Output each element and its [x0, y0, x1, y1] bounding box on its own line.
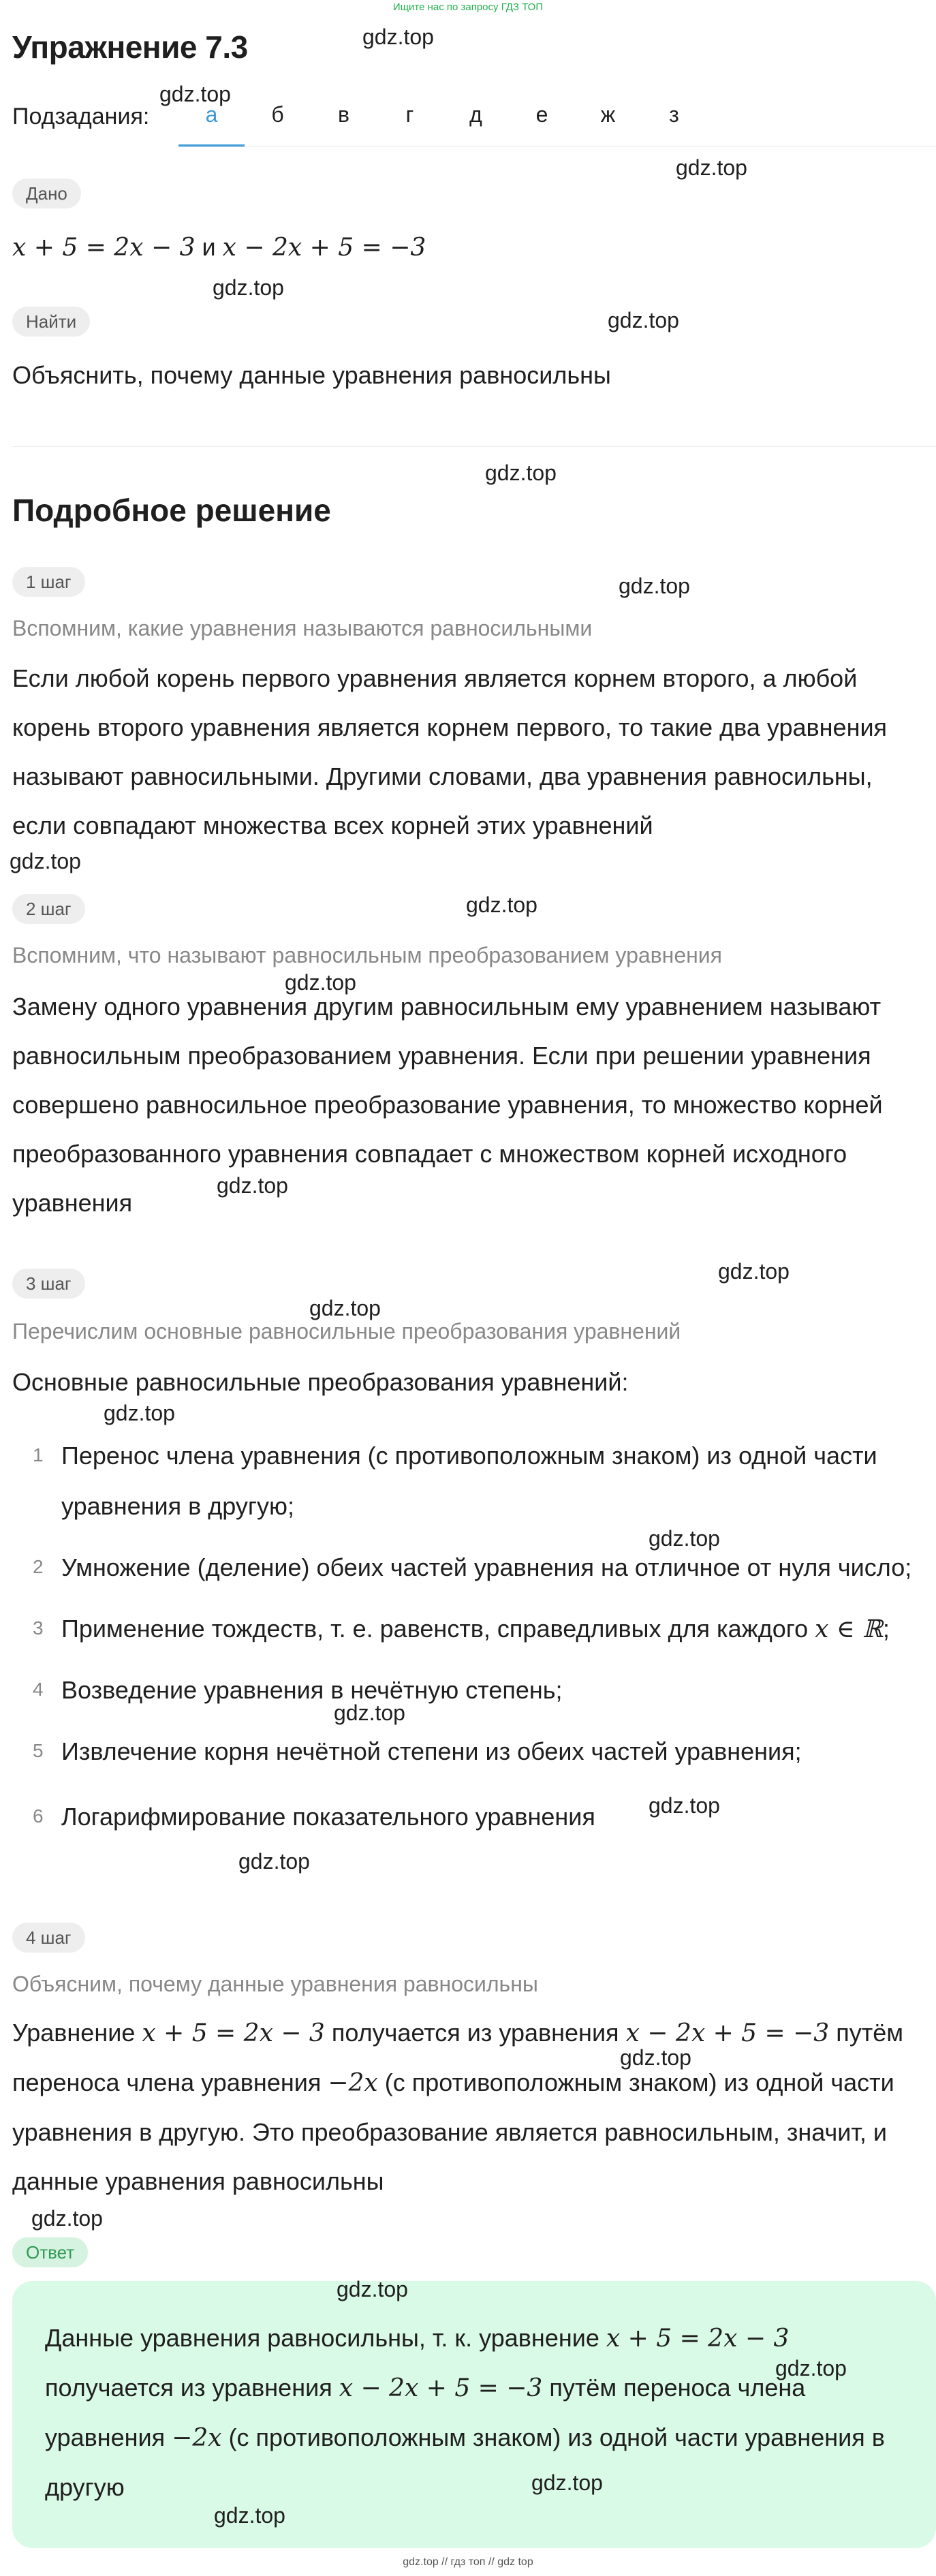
moved-term: −2x [328, 2069, 378, 2097]
list-item-text: Умножение (деление) обеих частей уравнения на отличное от нуля число; [61, 1553, 912, 1581]
list-item-text: Перенос члена уравнения (с противоположным знаком) из одной части уравнения в другую; [61, 1442, 877, 1520]
watermark: gdz.top [214, 2503, 285, 2528]
equation-2: x − 2x + 5 = −3 [625, 2019, 830, 2047]
list-item-text: Применение тождеств, т. е. равенств, справедливых для каждого x ∈ ℝ; [61, 1615, 890, 1643]
watermark: gdz.top [104, 1401, 175, 1425]
subtask-tabs [178, 102, 707, 147]
answer-text: Данные уравнения равносильны, т. к. уравнение x + 5 = 2x − 3 получается из уравнения x − 2x + 5 = −3 путём переноса члена уравнения −2x (с противоположным знаком) из одной части уравнения в другую [45, 2324, 885, 2501]
step-1-chip: 1 шаг [12, 567, 85, 597]
tab-v[interactable]: в [338, 102, 349, 127]
watermark: gdz.top [309, 1296, 381, 1320]
list-number: 3 [33, 1617, 44, 1639]
watermark: gdz.top [337, 2277, 408, 2301]
given-equations [12, 233, 426, 262]
watermark: gdz.top [718, 1259, 790, 1284]
given-equation-2: x − 2x + 5 = −3 [222, 234, 426, 262]
subtasks-label: Подзадания: [12, 104, 150, 129]
step-3-chip: 3 шаг [12, 1269, 85, 1299]
step-3-title: Перечислим основные равносильные преобразования уравнений [12, 1319, 681, 1344]
step-4-text: Уравнение x + 5 = 2x − 3 получается из уравнения x − 2x + 5 = −3 путём переноса члена уравнения −2x (с противоположным знаком) из одной части уравнения в другую. Это преобразование является равносильным, значит, и данные уравнения равносильны [12, 2019, 903, 2195]
watermark: gdz.top [466, 893, 537, 917]
step-4-title: Объясним, почему данные уравнения равносильны [12, 1972, 538, 1996]
watermark: gdz.top [31, 2206, 103, 2231]
list-item-text: Извлечение корня нечётной степени из обеих частей уравнения; [61, 1737, 802, 1765]
given-chip: Дано [12, 179, 81, 208]
find-chip: Найти [12, 307, 90, 337]
tab-g[interactable]: г [405, 102, 414, 127]
list-number: 2 [33, 1556, 44, 1577]
tab-zh[interactable]: ж [600, 102, 616, 127]
tab-z[interactable]: з [669, 102, 679, 127]
watermark: gdz.top [531, 2470, 603, 2495]
answer-equation-2: x − 2x + 5 = −3 [339, 2374, 543, 2402]
watermark: gdz.top [213, 275, 284, 300]
list-number: 1 [33, 1444, 44, 1465]
section-divider [12, 446, 936, 447]
watermark: gdz.top [649, 1526, 720, 1551]
step-3-intro: Основные равносильные преобразования уравнений: [12, 1368, 629, 1396]
step-2-chip: 2 шаг [12, 894, 85, 924]
answer-chip: Ответ [12, 2237, 88, 2267]
watermark: gdz.top [620, 2045, 691, 2070]
watermark: gdz.top [676, 155, 747, 180]
watermark: gdz.top [619, 574, 690, 598]
given-equation-1: x + 5 = 2x − 3 [12, 234, 196, 262]
list-number: 6 [33, 1805, 44, 1827]
step-2-title: Вспомним, что называют равносильным преобразованием уравнения [12, 943, 722, 967]
tab-a[interactable]: а [178, 102, 245, 147]
step-2-text: Замену одного уравнения другим равносильным ему уравнением называют равносильным преобразованием уравнения. Если при решении уравнения совершено равносильное преобразование уравнения, то множество корней преобразованного уравнения совпадает с множеством корней исходного уравнения [12, 993, 883, 1217]
step-1-text: Если любой корень первого уравнения является корнем второго, а любой корень второго уравнения является корнем первого, то такие два уравнения называют равносильными. Другими словами, два уравнения равносильны, если совпадают множества всех корней этих уравнений [12, 664, 888, 839]
watermark: gdz.top [362, 25, 434, 49]
watermark: gdz.top [159, 82, 231, 106]
watermark: gdz.top [608, 308, 679, 332]
step-4-chip: 4 шаг [12, 1923, 85, 1953]
find-text: Объяснить, почему данные уравнения равносильны [12, 361, 611, 389]
watermark: gdz.top [238, 1849, 310, 1874]
real-numbers-math: x ∈ ℝ [815, 1615, 883, 1643]
equation-1: x + 5 = 2x − 3 [142, 2019, 325, 2047]
answer-moved-term: −2x [172, 2424, 222, 2452]
list-number: 4 [33, 1679, 44, 1700]
watermark: gdz.top [217, 1173, 288, 1198]
tab-d[interactable]: д [469, 102, 482, 127]
watermark: gdz.top [485, 461, 557, 485]
watermark: gdz.top [285, 970, 356, 995]
watermark: gdz.top [10, 849, 81, 873]
watermark: gdz.top [775, 2356, 847, 2380]
watermark: gdz.top [334, 1701, 405, 1725]
list-item-text: Логарифмирование показательного уравнения [61, 1803, 595, 1831]
solution-title: Подробное решение [12, 493, 331, 528]
answer-equation-1: x + 5 = 2x − 3 [606, 2325, 790, 2353]
footer: gdz.top // гдз топ // gdz top [403, 2556, 533, 2568]
page-title: Упражнение 7.3 [12, 29, 248, 65]
list-item-text: Возведение уравнения в нечётную степень; [61, 1676, 563, 1704]
tab-b[interactable]: б [271, 102, 284, 127]
watermark: gdz.top [649, 1793, 720, 1818]
tab-e[interactable]: е [535, 102, 548, 127]
step-1-title: Вспомним, какие уравнения называются равносильными [12, 616, 593, 640]
list-number: 5 [33, 1740, 44, 1761]
search-banner: Ищите нас по запросу ГДЗ ТОП [392, 1, 544, 13]
given-and: и [202, 233, 216, 261]
